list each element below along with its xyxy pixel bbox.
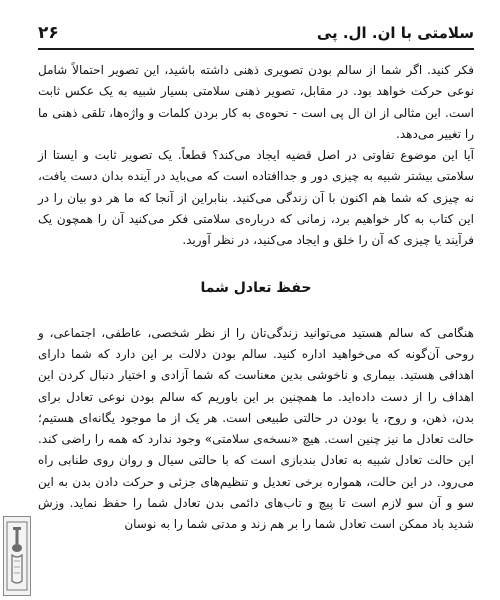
paragraph-3: هنگامی که سالم هستید می‌توانید زندگی‌تان را از نظر شخصی، عاطفی، اجتماعی، و روحی آن‌گونه که می‌خواهید اداره کنید. سالم بودن دلالت بر این دارد که شما دارای اهدافی هستید. بیماری و ناخوشی بدین معناست که شما آزادی و اختیار دنبال کردن این اهداف را از دست داده‌اید. ما همچنین بر این باوریم که سالم بودن نوعی تعادل برای بدن، ذهن، و روح، یا بودن در حالتی طبیعی است. هر یک از ما موجود یگانه‌ای هستیم؛ حالت تعادل ما نیز چنین است. هیچ «نسخه‌ی سلامتی» وجود ندارد که همه را راضی کند. این حالت تعادل شبیه به تعادل بندبازی است که با حالتی سیال و روان روی طنابی راه می‌رود. در این حالت، همواره برخی تعدیل و تنظیم‌های جزئی و حرکت دادن بدن به این سو و آن سو لازم است تا پیچ و تاب‌های دائمی بدن تعادل شما را حفظ نماید. وزش شدید باد ممکن است تعادل شما را بر هم زند و مدتی شما را به نوسان	[38, 325, 474, 532]
stamp-graphic-icon	[6, 521, 28, 591]
library-stamp-icon	[3, 516, 31, 596]
body-text	[38, 60, 474, 536]
section-heading: حفظ تعادل شما	[200, 279, 312, 296]
paragraph-1: فکر کنید. اگر شما از سالم بودن تصویری ذهنی داشته باشید، این تصویر احتمالاً شامل نوعی حرکت خواهد بود. در مقابل، تصویر ذهنی سلامتی بسیار شبیه به یک عکس ثابت است. این مثالی از ان ال پی است - نحوه‌ی به کار بردن کلمات و واژه‌ها، تلقی ذهنی ما را تغییر می‌دهد.	[38, 63, 474, 141]
running-title: سلامتی با ان. ال. پی	[316, 24, 474, 42]
page-number: ۲۶	[38, 23, 59, 43]
page-header	[38, 20, 474, 46]
header-rule	[38, 48, 474, 50]
paragraph-2: آیا این موضوع تفاوتی در اصل قضیه ایجاد می‌کند؟ قطعاً. یک تصویر ثابت و ایستا از سلامتی بیشتر شبیه به چیزی دور و جداافتاده است که می‌باید در آینده بدان دست یافت، نه چیزی که شما هم اکنون با آن زندگی می‌کنید. بنابراین از آنجا که ما هر دو بیان را در این کتاب به کار خواهیم برد، زمانی که درباره‌ی سلامتی فکر می‌کنید آن را همچون یک فرآیند یا چیزی که آن را خلق و ایجاد می‌کنید، در نظر آورید.	[38, 148, 474, 248]
